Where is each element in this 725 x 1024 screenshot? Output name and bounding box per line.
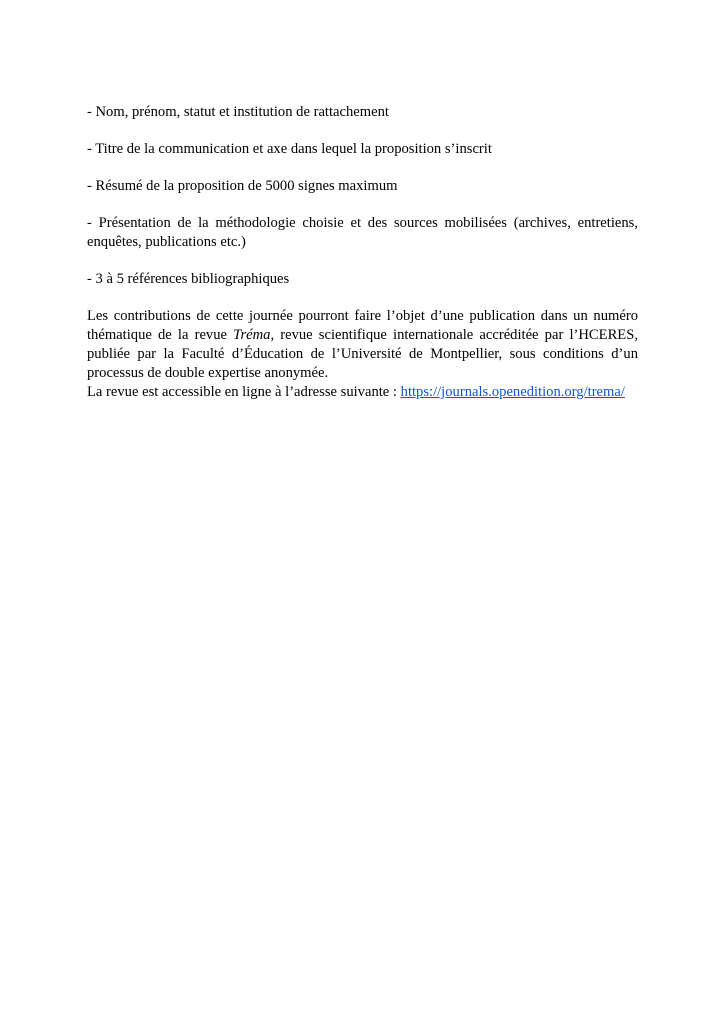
access-text: La revue est accessible en ligne à l’adresse suivante : bbox=[87, 384, 401, 400]
access-line bbox=[87, 383, 638, 402]
journal-link[interactable]: https://journals.openedition.org/trema/ bbox=[400, 384, 625, 400]
requirement-item-summary: - Résumé de la proposition de 5000 signes maximum bbox=[87, 178, 398, 194]
contributions-text-after: , revue scientifique internationale accréditée par l’HCERES, publiée par la Faculté d’Éducation de l’Université de Montpellier, sous conditions d’un processus de double expertise anonymée. bbox=[87, 327, 638, 381]
contributions-text-before: Les contributions de cette journée pourront faire l’objet d’une publication dans un numéro thématique de la revue bbox=[87, 308, 638, 343]
requirement-item-title: - Titre de la communication et axe dans lequel la proposition s’inscrit bbox=[87, 141, 492, 157]
contributions-paragraph bbox=[87, 307, 638, 383]
journal-name: Tréma bbox=[233, 327, 271, 343]
requirement-item-references: - 3 à 5 références bibliographiques bbox=[87, 271, 290, 287]
requirement-item-name: - Nom, prénom, statut et institution de rattachement bbox=[87, 104, 389, 120]
document-page bbox=[87, 103, 638, 402]
requirement-item-methodology: - Présentation de la méthodologie choisie et des sources mobilisées (archives, entretiens, enquêtes, publications etc.) bbox=[87, 215, 638, 250]
